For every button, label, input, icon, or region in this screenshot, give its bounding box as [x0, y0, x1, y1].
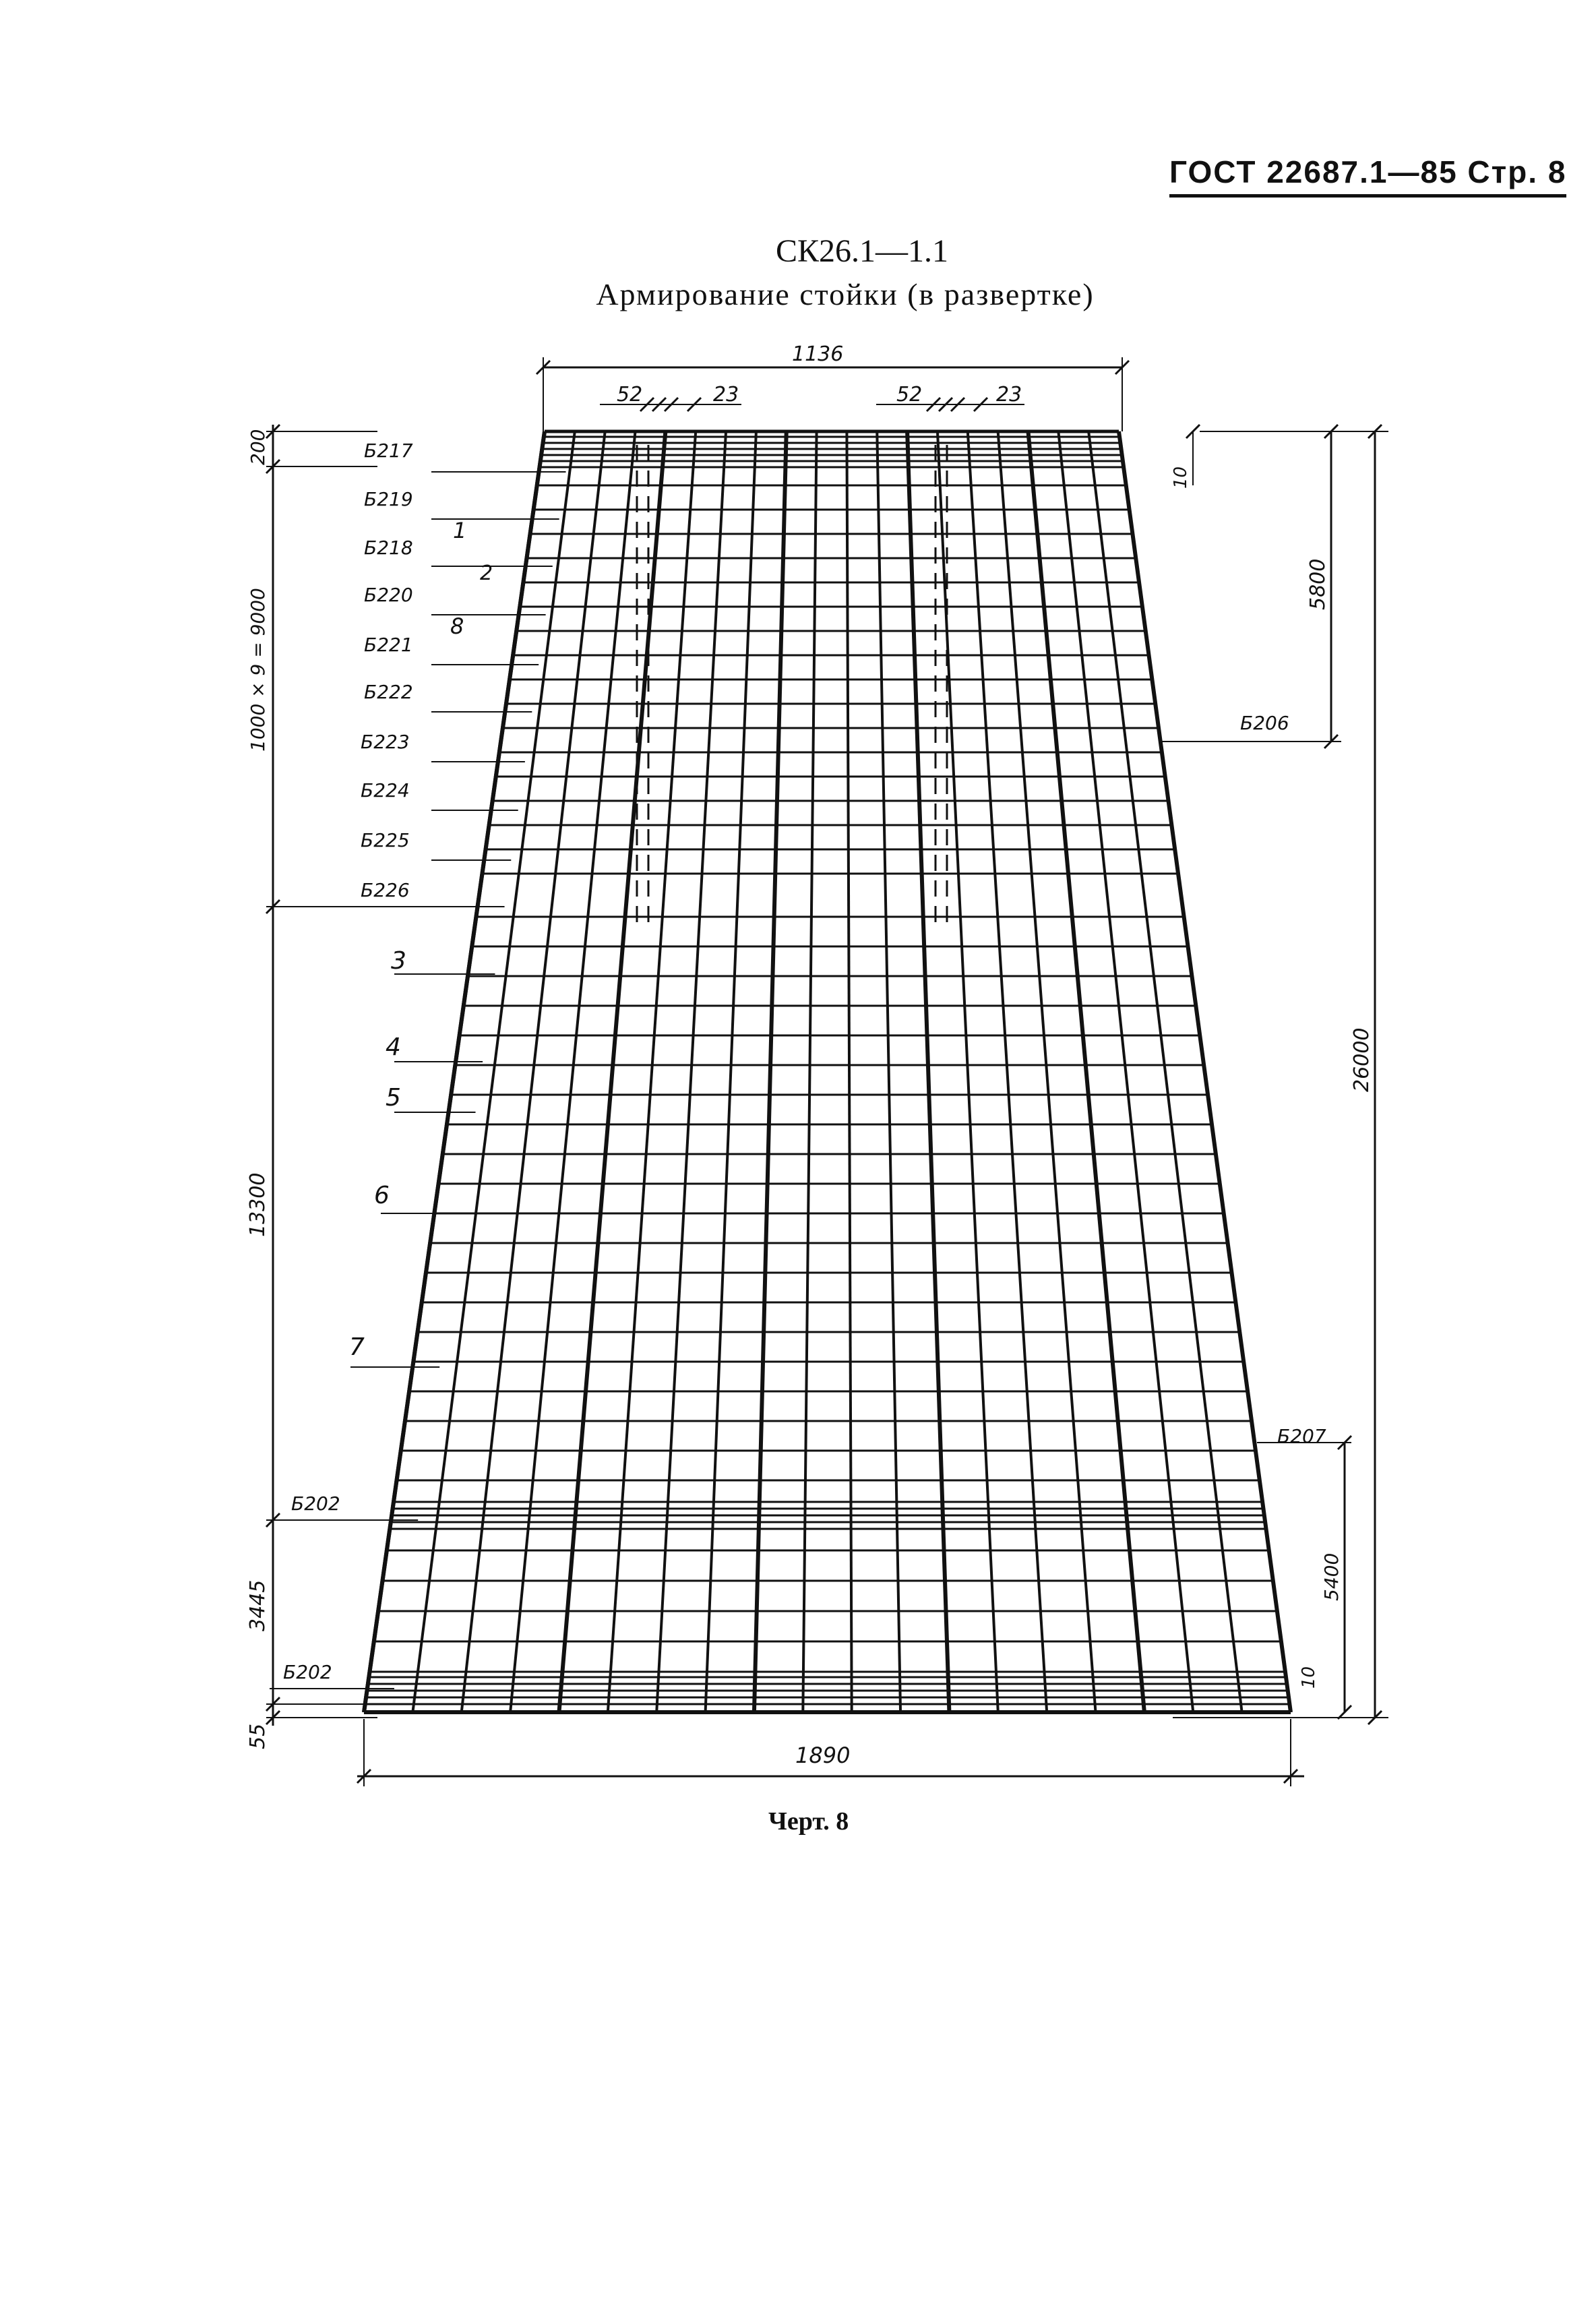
- dim-left-9000: 1000 × 9 = 9000: [247, 588, 269, 752]
- position-8: 8: [450, 613, 464, 639]
- mesh-label-b226: Б226: [361, 879, 410, 901]
- mesh-label-b220: Б220: [364, 584, 413, 606]
- longitudinal-bar: [803, 431, 816, 1712]
- dim-top-right-23: 23: [996, 383, 1022, 406]
- longitudinal-bar: [462, 431, 605, 1712]
- dim-top-right-52: 52: [896, 383, 923, 406]
- position-5: 5: [386, 1084, 401, 1112]
- reinforcement-mesh: [364, 431, 1291, 1712]
- label-b202-lower: Б202: [283, 1661, 332, 1683]
- dim-right-5400: 5400: [1320, 1552, 1343, 1601]
- longitudinal-bar: [412, 431, 574, 1712]
- longitudinal-bar: [706, 431, 756, 1712]
- longitudinal-bar: [656, 431, 726, 1712]
- position-3: 3: [391, 947, 406, 975]
- mesh-label-b222: Б222: [364, 681, 413, 703]
- longitudinal-bar: [510, 431, 635, 1712]
- mesh-label-b221: Б221: [364, 634, 413, 656]
- outline-right: [1119, 431, 1291, 1712]
- longitudinal-bar: [907, 431, 949, 1712]
- mesh-label-b217: Б217: [364, 440, 413, 462]
- position-2: 2: [480, 562, 493, 585]
- longitudinal-bar: [754, 431, 787, 1712]
- mesh-label-b225: Б225: [361, 829, 410, 851]
- label-b202-upper: Б202: [291, 1492, 340, 1515]
- dim-left-13300: 13300: [246, 1172, 270, 1237]
- figure-caption: Черт. 8: [768, 1807, 849, 1836]
- dim-bottom-width: 1890: [795, 1743, 851, 1768]
- dim-right-10-bottom: 10: [1299, 1666, 1319, 1689]
- longitudinal-bar: [608, 431, 696, 1712]
- dim-left-3445: 3445: [246, 1579, 270, 1631]
- longitudinal-bar: [559, 431, 665, 1712]
- longitudinal-bar: [968, 431, 1047, 1712]
- dim-right-26000: 26000: [1350, 1027, 1374, 1092]
- drawing-title: СК26.1—1.1: [775, 233, 949, 269]
- dimension-lines: [266, 357, 1388, 1786]
- mesh-label-b224: Б224: [361, 779, 410, 802]
- label-b207: Б207: [1277, 1425, 1326, 1447]
- dim-left-55: 55: [246, 1723, 270, 1749]
- longitudinal-bar: [938, 431, 998, 1712]
- position-4: 4: [386, 1033, 401, 1061]
- document-header: ГОСТ 22687.1—85 Стр. 8: [1169, 154, 1566, 198]
- dim-top-width: 1136: [792, 342, 844, 366]
- longitudinal-bar: [877, 431, 900, 1712]
- position-6: 6: [374, 1182, 390, 1209]
- mesh-label-b223: Б223: [361, 731, 410, 753]
- longitudinal-bar: [847, 431, 851, 1712]
- dim-left-200: 200: [247, 429, 269, 465]
- position-7: 7: [349, 1333, 365, 1361]
- drawing-subtitle: Армирование стойки (в развертке): [596, 277, 1095, 311]
- dim-right-10-top: 10: [1171, 466, 1191, 489]
- position-1: 1: [453, 518, 467, 543]
- dim-right-5800: 5800: [1306, 558, 1330, 610]
- dim-top-left-52: 52: [617, 383, 643, 406]
- label-b206: Б206: [1240, 712, 1289, 734]
- longitudinal-bar: [1088, 431, 1241, 1712]
- mesh-label-b219: Б219: [364, 488, 413, 510]
- mesh-label-b218: Б218: [364, 537, 413, 559]
- dim-top-left-23: 23: [713, 383, 739, 406]
